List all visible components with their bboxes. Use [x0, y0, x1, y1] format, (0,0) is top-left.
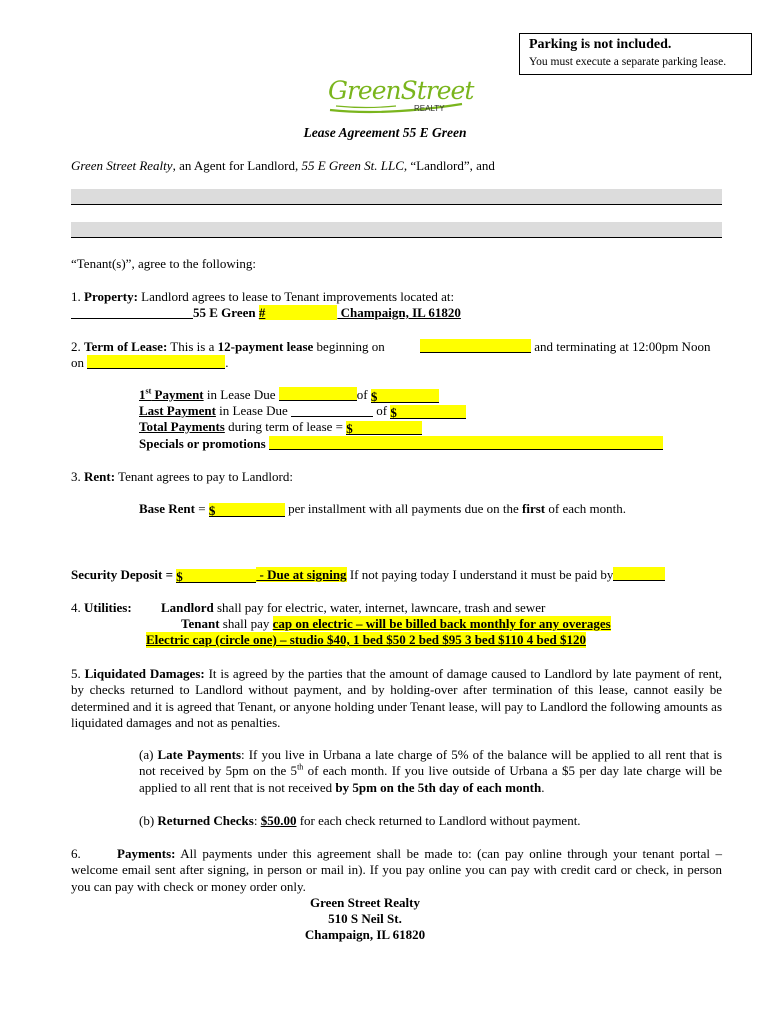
property-text: Landlord agrees to lease to Tenant improvements located at: [137, 289, 455, 304]
base-rent-first: first [522, 501, 546, 516]
landlord-bold: Landlord [161, 600, 214, 615]
landlord-name: 55 E Green St. LLC, [301, 158, 408, 173]
parking-notice-box [519, 33, 752, 75]
security-deposit-label: Security Deposit = [71, 567, 177, 582]
section-number: 4. [71, 600, 84, 615]
start-date-field[interactable] [420, 339, 531, 353]
late-bold: by 5pm on the 5th day of each month [335, 779, 542, 795]
returned-amount: $50.00 [260, 813, 297, 828]
address-city: Champaign, IL 61820 [337, 305, 461, 320]
address-blank [71, 305, 193, 319]
agent-name: Green Street Realty [71, 158, 173, 173]
logo-wordmark: GreenStreet [328, 76, 474, 105]
end-date-field[interactable] [87, 355, 225, 369]
total-payments-row [139, 419, 422, 435]
electric-cap-notice: cap on electric – will be billed back monthly for any overages [272, 616, 611, 631]
intro-line [71, 158, 495, 174]
returned-checks-row [139, 813, 581, 829]
hash-sign: # [258, 305, 266, 320]
payee-name: Green Street Realty [310, 895, 420, 910]
base-rent-label: Base Rent [139, 501, 195, 516]
total-payments-text: during term of lease = [224, 419, 347, 434]
tenant-name-field-1[interactable] [71, 189, 722, 205]
late-label: Late Payments [157, 747, 242, 762]
rent-text: Tenant agrees to pay to Landlord: [115, 469, 293, 484]
rent-line [71, 469, 293, 485]
term-on: on [71, 355, 84, 370]
section-number: 1. [71, 289, 84, 304]
parking-notice-text: You must execute a separate parking lease. [529, 56, 727, 68]
last-payment-label: Last Payment [139, 403, 216, 418]
of-label: of [356, 387, 371, 402]
property-label: Property: [84, 289, 138, 304]
liquidated-damages-paragraph [71, 666, 722, 731]
base-rent-row [139, 501, 626, 517]
rent-label: Rent: [84, 469, 116, 484]
section-number: 3. [71, 469, 84, 484]
security-deposit-row [71, 567, 665, 583]
deposit-due: - Due at signing [256, 567, 347, 582]
deposit-text: If not paying today I understand it must be paid by [346, 567, 614, 582]
section-number: 5. [71, 666, 85, 681]
late-prefix: (a) [139, 747, 158, 762]
specials-field[interactable] [269, 436, 663, 450]
utilities-tenant [181, 616, 611, 632]
first-payment-amount-field[interactable]: $ [371, 389, 439, 403]
deposit-due-date-field[interactable] [613, 567, 665, 581]
utilities-row-1 [71, 600, 132, 616]
term-line [71, 339, 385, 355]
tenant-name-field-2[interactable] [71, 222, 722, 238]
term-label: Term of Lease: [84, 339, 168, 354]
last-payment-date-field[interactable] [291, 403, 373, 417]
late-end: . [541, 779, 545, 795]
security-deposit-amount-field[interactable]: $ [176, 569, 256, 583]
specials-row [139, 436, 663, 452]
parking-notice-title: Parking is not included. [529, 37, 672, 52]
green-street-realty-logo [326, 76, 474, 120]
damages-text: It is agreed by the parties that the amount of damage caused to Landlord by late payment of rent, by checks returned to Landlord without payment, and by holding-over after termination of this lease, cannot easily be determined and it is agreed that Tenant, or anyone holding under Tenant lease, will pay to Landlord the following amounts as liquidated damages and not as penalties. [71, 666, 723, 730]
utilities-label: Utilities: [84, 600, 132, 615]
landlord-suffix: “Landlord”, and [407, 158, 495, 173]
base-rent-eq: = [194, 501, 209, 516]
first-payment-label: 1st Payment [139, 386, 204, 402]
utilities-landlord [161, 600, 545, 616]
returned-colon: : [253, 813, 261, 828]
base-rent-text: per installment with all payments due on the [284, 501, 523, 516]
payee-street: 510 S Neil St. [328, 911, 402, 926]
first-payment-date-field[interactable] [279, 387, 357, 401]
returned-label: Returned Checks [157, 813, 254, 828]
total-payments-label: Total Payments [139, 419, 225, 434]
first-payment-text: in Lease Due [203, 387, 279, 402]
base-rent-amount-field[interactable]: $ [209, 503, 285, 517]
property-line [71, 289, 454, 305]
term-period: . [225, 355, 229, 370]
specials-label: Specials or promotions [139, 436, 266, 451]
payments-text: All payments under this agreement shall be made to: (can pay online through your tenant portal – welcome email sent after signing, in person or mail in). If you pay online you can pay with credit card or check, in person you can pay with check or money order only. [71, 846, 722, 894]
section-number: 6. [71, 846, 81, 861]
landlord-utilities-text: shall pay for electric, water, internet, lawncare, trash and sewer [213, 600, 546, 615]
of-label: of [376, 403, 391, 418]
returned-prefix: (b) [139, 813, 158, 828]
late-text-b: of each month. If you live outside of Urbana a $5 per day late charge will be applied to all rent that is not received [139, 763, 722, 795]
logo-realty: REALTY [414, 104, 445, 113]
payments-paragraph [71, 846, 722, 895]
property-address [71, 305, 461, 321]
electric-cap-options[interactable]: Electric cap (circle one) – studio $40, 1 bed $50 2 bed $95 3 bed $110 4 bed $120 [146, 632, 586, 647]
term-end-row [71, 355, 229, 371]
damages-label: Liquidated Damages: [84, 666, 205, 681]
returned-text: for each check returned to Landlord without payment. [296, 813, 581, 828]
agent-suffix: , an Agent for Landlord, [172, 158, 302, 173]
late-text-a: : If you live in Urbana a late charge of 5% of the balance will be applied to all rent that is not received by 5pm on the 5 [139, 747, 722, 779]
tenant-utilities-text: shall pay [219, 616, 273, 631]
address-street: 55 E Green [193, 305, 259, 320]
tenant-clause: “Tenant(s)”, agree to the following: [71, 256, 256, 271]
section-number: 2. [71, 339, 84, 354]
last-payment-row [139, 403, 466, 419]
tenant-bold: Tenant [181, 616, 220, 631]
last-payment-amount-field[interactable]: $ [390, 405, 466, 419]
payments-label: Payments: [117, 846, 176, 861]
term-start-row [420, 339, 710, 355]
total-payments-amount-field[interactable]: $ [346, 421, 422, 435]
term-text: This is a [167, 339, 218, 354]
late-payments-paragraph [139, 747, 722, 796]
term-text-c: and terminating at 12:00pm Noon [531, 339, 711, 354]
page-title: Lease Agreement 55 E Green [303, 125, 467, 140]
payee-city: Champaign, IL 61820 [304, 927, 426, 942]
late-sup: th [297, 762, 304, 772]
term-text-b: beginning on [313, 339, 385, 354]
base-rent-text-b: of each month. [545, 501, 626, 516]
term-bold: 12-payment lease [217, 339, 314, 354]
last-payment-text: in Lease Due [215, 403, 292, 418]
unit-number-field[interactable] [259, 305, 338, 320]
first-payment-row [139, 387, 439, 403]
